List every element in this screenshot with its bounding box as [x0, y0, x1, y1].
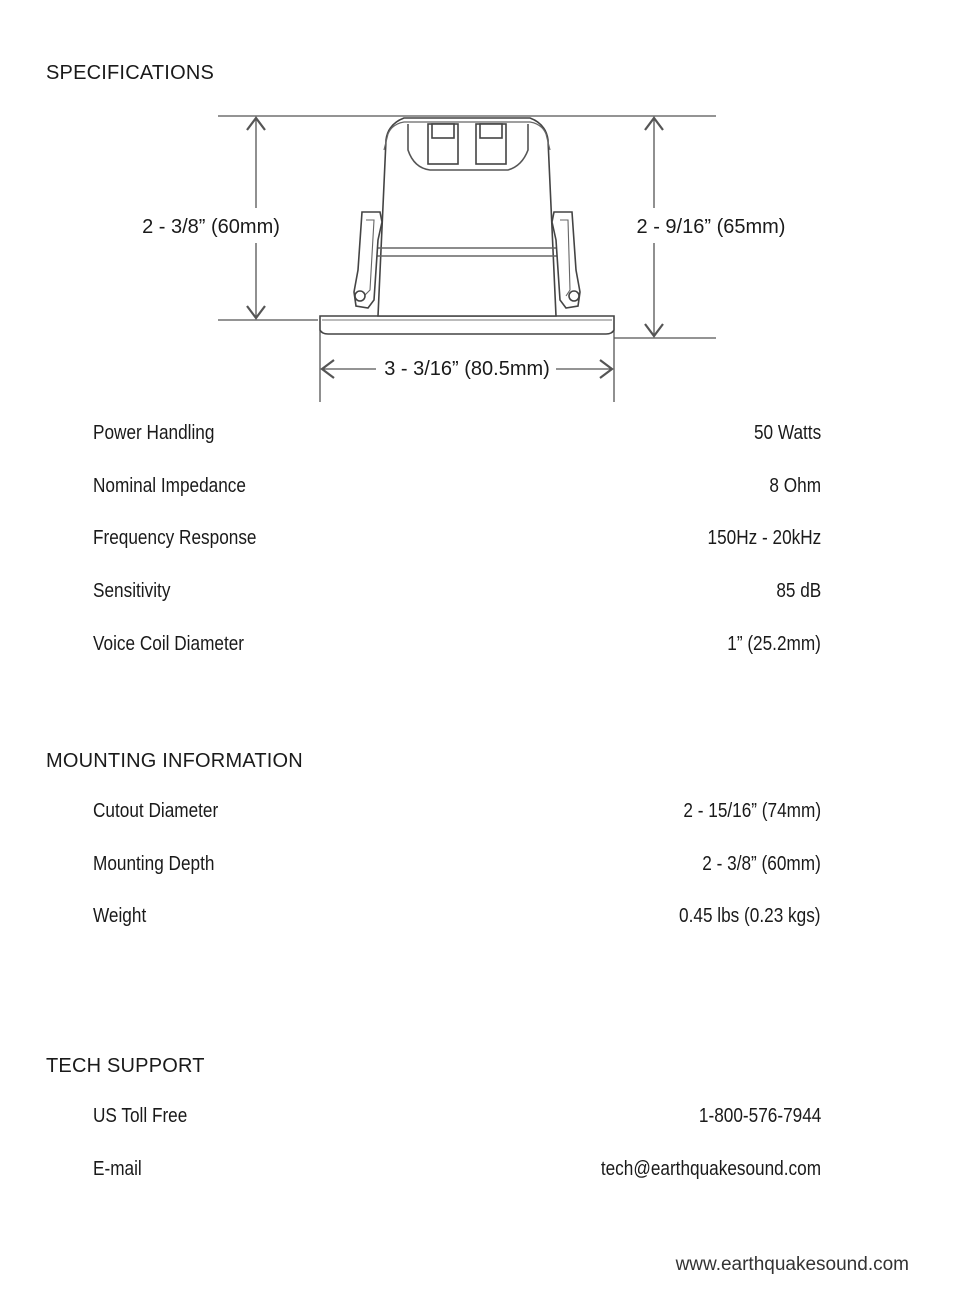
height-right-label: 2 - 9/16” (65mm)	[636, 216, 786, 238]
spec-row-cutout-diameter	[93, 800, 821, 828]
spec-value: 1” (25.2mm)	[727, 633, 821, 655]
speaker-dimension-diagram	[0, 0, 954, 410]
spec-value: 8 Ohm	[769, 475, 821, 497]
spec-value: 50 Watts	[753, 422, 821, 444]
spec-label: Weight	[93, 905, 147, 927]
spec-value: 85 dB	[776, 580, 821, 602]
spec-label: Frequency Response	[93, 527, 257, 549]
height-left-label: 2 - 3/8” (60mm)	[142, 216, 280, 238]
specifications-title: SPECIFICATIONS	[46, 62, 215, 84]
spec-row-weight	[93, 905, 821, 933]
spec-row-sensitivity	[93, 580, 821, 608]
spec-label: US Toll Free	[93, 1105, 188, 1127]
mounting-information-title: MOUNTING INFORMATION	[46, 750, 303, 772]
spec-label: Voice Coil Diameter	[93, 633, 245, 655]
spec-row-power-handling	[93, 422, 821, 450]
spec-label: Sensitivity	[93, 580, 171, 602]
spec-value: 2 - 3/8” (60mm)	[702, 853, 821, 875]
website-link[interactable]: www.earthquakesound.com	[675, 1254, 909, 1275]
spec-row-email	[93, 1158, 821, 1186]
spec-value: 2 - 15/16” (74mm)	[683, 800, 821, 822]
spec-label: Mounting Depth	[93, 853, 215, 875]
speaker-outline	[320, 118, 614, 334]
spec-value: 0.45 lbs (0.23 kgs)	[679, 905, 821, 927]
spec-row-frequency-response	[93, 527, 821, 555]
tech-support-title: TECH SUPPORT	[46, 1055, 205, 1077]
spec-row-mounting-depth	[93, 853, 821, 881]
spec-label: Power Handling	[93, 422, 215, 444]
spec-row-us-toll-free	[93, 1105, 821, 1133]
spec-row-voice-coil-diameter	[93, 633, 821, 661]
phone-number[interactable]: 1-800-576-7944	[698, 1105, 821, 1127]
spec-value: 150Hz - 20kHz	[707, 527, 821, 549]
spec-row-nominal-impedance	[93, 475, 821, 503]
spec-label: E-mail	[93, 1158, 142, 1180]
spec-label: Nominal Impedance	[93, 475, 246, 497]
email-link[interactable]: tech@earthquakesound.com	[600, 1158, 821, 1180]
width-bottom-label: 3 - 3/16” (80.5mm)	[384, 358, 550, 380]
spec-label: Cutout Diameter	[93, 800, 219, 822]
